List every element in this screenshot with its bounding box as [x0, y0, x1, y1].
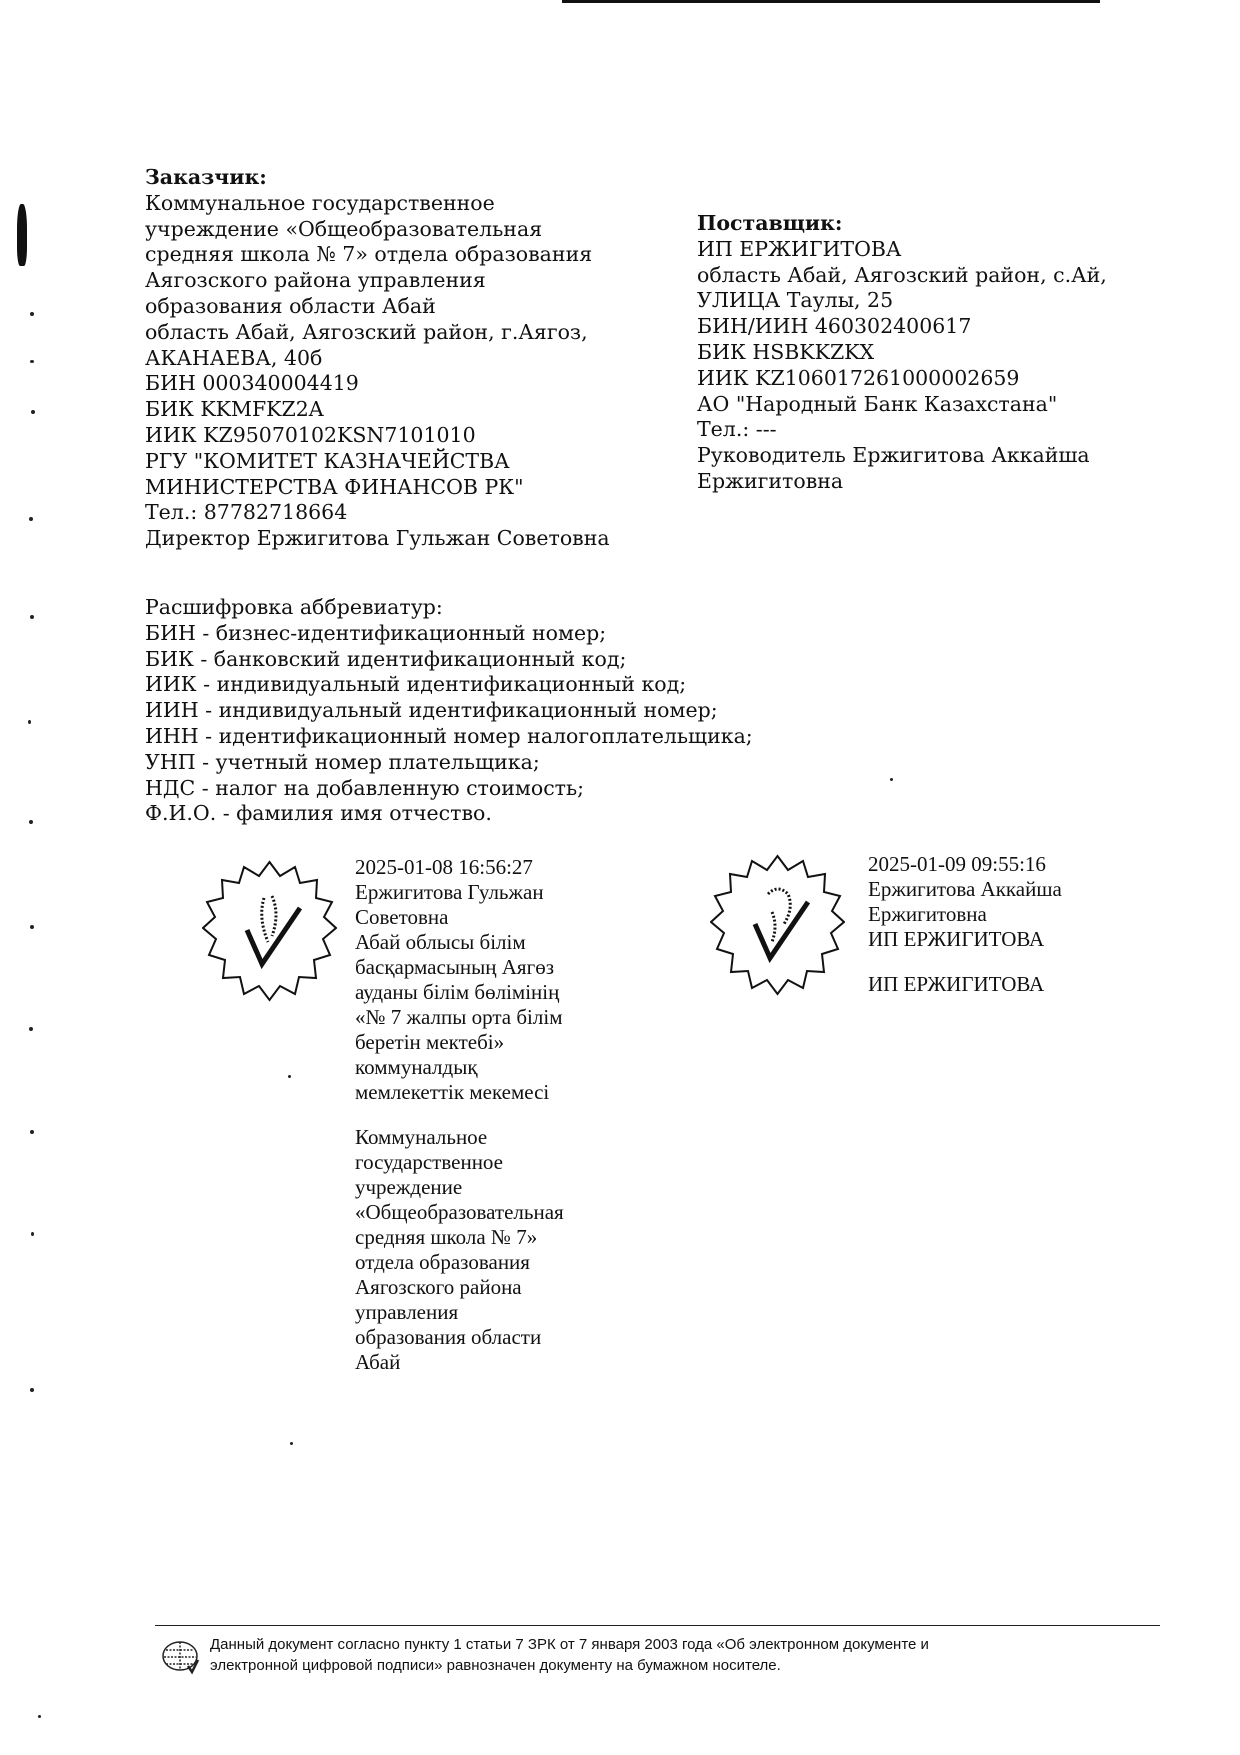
supplier-line: Руководитель Ержигитова Аккайша: [697, 443, 1090, 468]
signature-line: отдела образования: [355, 1250, 530, 1274]
footer-line: электронной цифровой подписи» равнозначен документу на бумажном носителе.: [210, 1657, 781, 1674]
supplier-details: [697, 237, 1107, 495]
customer-line: ИИК KZ95070102KSN7101010: [145, 422, 476, 447]
signature-datetime: 2025-01-09 09:55:16: [868, 852, 1046, 876]
supplier-line: ИИК KZ106017261000002659: [697, 365, 1020, 390]
signature-line: Ержигитова Гульжан: [355, 880, 544, 904]
supplier-label: Поставщик:: [697, 211, 843, 235]
signature-line: беретін мектебі»: [355, 1030, 505, 1054]
abbreviation-item: БИК - банковский идентификационный код;: [145, 646, 627, 671]
abbreviation-item: НДС - налог на добавленную стоимость;: [145, 775, 585, 800]
supplier-line: Ержигитовна: [697, 468, 844, 493]
signature-line: Коммунальное: [355, 1125, 488, 1149]
signature-line: ИП ЕРЖИГИТОВА: [868, 927, 1045, 951]
signature-line: коммуналдық: [355, 1055, 478, 1079]
footer-line: Данный документ согласно пункту 1 статьи 7 ЗРК от 7 января 2003 года «Об электронном документе и: [210, 1636, 929, 1653]
signature-spacer: [355, 1105, 564, 1125]
signature-line: Советовна: [355, 905, 449, 929]
customer-label: Заказчик:: [145, 165, 267, 189]
customer-line: РГУ "КОМИТЕТ КАЗНАЧЕЙСТВА: [145, 448, 510, 473]
signature-line: ИП ЕРЖИГИТОВА: [868, 972, 1045, 996]
supplier-line: АО "Народный Банк Казахстана": [697, 391, 1058, 416]
signature-line: «№ 7 жалпы орта білім: [355, 1005, 563, 1029]
abbreviation-item: ИИК - индивидуальный идентификационный код;: [145, 672, 687, 697]
customer-line: область Абай, Аягозский район, г.Аягоз,: [145, 319, 588, 344]
signature-line: Ержигитовна: [868, 902, 987, 926]
signature-text-customer: [355, 855, 564, 1375]
supplier-line: ИП ЕРЖИГИТОВА: [697, 236, 902, 261]
customer-line: Директор Ержигитова Гульжан Советовна: [145, 526, 610, 551]
abbreviation-item: Ф.И.О. - фамилия имя отчество.: [145, 801, 492, 826]
customer-line: АКАНАЕВА, 40б: [145, 345, 323, 370]
signature-line: Абай облысы білім: [355, 930, 526, 954]
customer-line: МИНИСТЕРСТВА ФИНАНСОВ РК": [145, 474, 524, 499]
customer-line: БИН 000340004419: [145, 371, 359, 396]
esign-seal-icon: [710, 852, 845, 1002]
customer-line: учреждение «Общеобразовательная: [145, 216, 543, 241]
footer-rule: [155, 1625, 1160, 1626]
signature-datetime: 2025-01-08 16:56:27: [355, 855, 533, 879]
signature-line: управления: [355, 1300, 459, 1324]
signature-line: учреждение: [355, 1175, 463, 1199]
supplier-line: УЛИЦА Таулы, 25: [697, 288, 894, 313]
scan-top-rule: [562, 0, 1100, 3]
abbreviation-item: БИН - бизнес-идентификационный номер;: [145, 620, 607, 645]
signature-line: Ержигитова Аккайша: [868, 877, 1062, 901]
abbreviations-title: Расшифровка аббревиатур:: [145, 595, 443, 619]
signature-text-supplier: [868, 852, 1062, 997]
signature-line: мемлекеттік мекемесі: [355, 1080, 550, 1104]
footer-legal-text: [210, 1634, 929, 1676]
customer-details: [145, 191, 610, 552]
signature-line: образования области: [355, 1325, 542, 1349]
signature-line: ауданы білім бөлімінің: [355, 980, 560, 1004]
esign-seal-icon: [202, 858, 337, 1008]
customer-line: средняя школа № 7» отдела образования: [145, 242, 593, 267]
seal-sawtooth-ring: [711, 856, 844, 994]
signature-block-customer: [200, 855, 630, 1395]
customer-line: образования области Абай: [145, 293, 436, 318]
signature-line: средняя школа № 7»: [355, 1225, 538, 1249]
seal-sawtooth-ring: [203, 862, 336, 1000]
signature-spacer: [868, 952, 1062, 972]
abbreviation-item: ИИН - индивидуальный идентификационный номер;: [145, 698, 718, 723]
signature-line: государственное: [355, 1150, 504, 1174]
signature-block-supplier: [710, 852, 1140, 1012]
scan-left-blot: [17, 204, 27, 266]
customer-block: [145, 165, 610, 552]
abbreviations-list: [145, 621, 753, 827]
signature-line: басқармасының Аягөз: [355, 955, 554, 979]
abbreviations-block: [145, 595, 753, 827]
customer-line: Коммунальное государственное: [145, 190, 495, 215]
supplier-line: Тел.: ---: [697, 417, 777, 442]
egov-emblem-icon: [158, 1636, 208, 1676]
signature-line: «Общеобразовательная: [355, 1200, 564, 1224]
supplier-block: [697, 211, 1107, 495]
customer-line: Тел.: 87782718664: [145, 500, 348, 525]
customer-line: Аягозского района управления: [145, 268, 486, 293]
supplier-line: область Абай, Аягозский район, с.Ай,: [697, 262, 1107, 287]
customer-line: БИК KKMFKZ2A: [145, 397, 324, 422]
supplier-line: БИК HSBKKZKX: [697, 339, 875, 364]
signature-line: Аягозского района: [355, 1275, 522, 1299]
abbreviation-item: УНП - учетный номер плательщика;: [145, 749, 540, 774]
seal-checkmark: [755, 902, 808, 958]
supplier-line: БИН/ИИН 460302400617: [697, 314, 972, 339]
signature-line: Абай: [355, 1350, 401, 1374]
abbreviation-item: ИНН - идентификационный номер налогоплательщика;: [145, 723, 753, 748]
